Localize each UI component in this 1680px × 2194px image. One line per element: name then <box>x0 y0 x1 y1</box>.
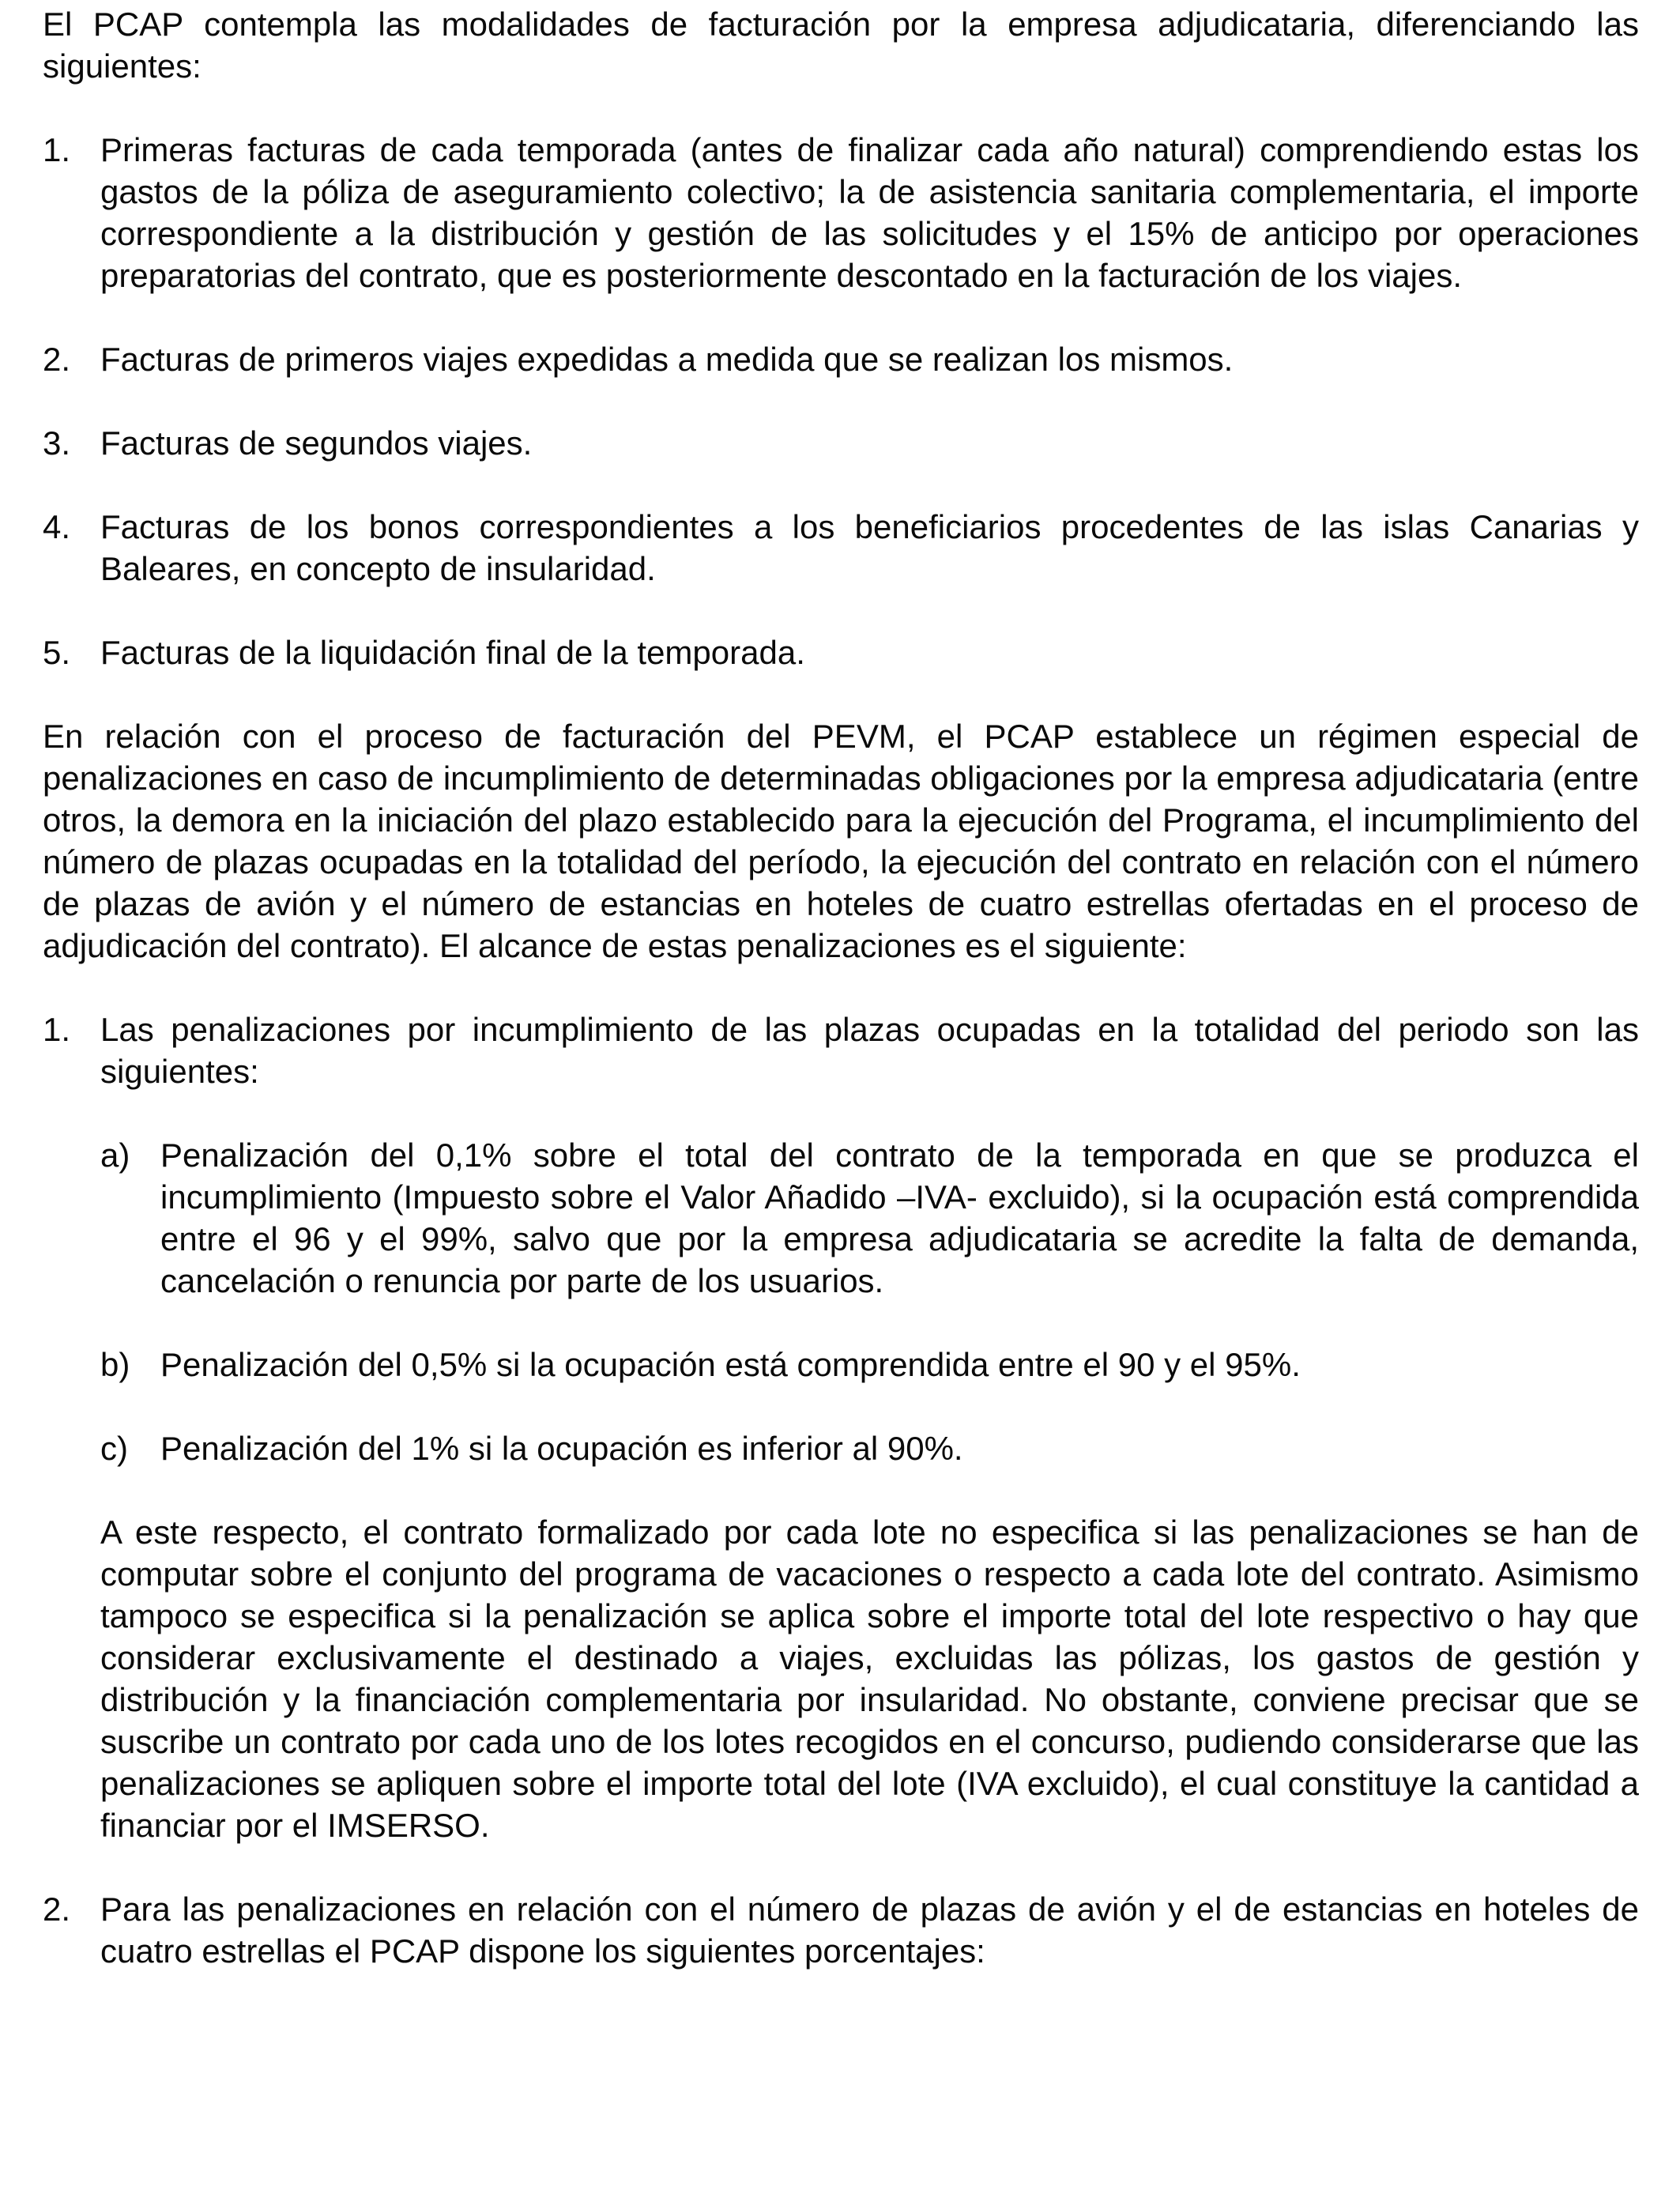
list-item-text: Primeras facturas de cada temporada (antes de finalizar cada año natural) comprendiendo estas los gastos de la póliza de aseguramiento colectivo; la de asistencia sanitaria complementaria, el importe correspondiente a la distribución y gestión de las solicitudes y el 15% de anticipo por operaciones preparatorias del contrato, que es posteriormente descontado en la facturación de los viajes. <box>100 131 1639 294</box>
list-item-text: Para las penalizaciones en relación con el número de plazas de avión y el de estancias en hoteles de cuatro estrellas el PCAP dispone los siguientes porcentajes: <box>100 1891 1639 1970</box>
penalties-list-item <box>43 1888 1639 1972</box>
sub-list-item <box>100 1344 1639 1385</box>
sub-list-text: Penalización del 0,1% sobre el total del contrato de la temporada en que se produzca el incumplimiento (Impuesto sobre el Valor Añadido –IVA- excluido), si la ocupación está comprendida entre el 96 y el 99%, salvo que por la empresa adjudicataria se acredite la falta de demanda, cancelación o renuncia por parte de los usuarios. <box>160 1137 1639 1299</box>
list-number: 2. <box>43 1891 71 1928</box>
sub-list-letter: a) <box>100 1137 130 1174</box>
list-item-text: Facturas de la liquidación final de la temporada. <box>100 634 805 671</box>
billing-list-item <box>43 338 1639 380</box>
sub-list-item <box>100 1427 1639 1469</box>
billing-list-item <box>43 129 1639 296</box>
list-item-text: Facturas de segundos viajes. <box>100 424 533 462</box>
billing-list-item <box>43 631 1639 673</box>
list-number: 2. <box>43 341 71 378</box>
list-number: 4. <box>43 508 71 545</box>
intro-paragraph: El PCAP contempla las modalidades de facturación por la empresa adjudicataria, diferenciando las siguientes: <box>43 6 1639 85</box>
penalty-item-content <box>100 1008 1639 1846</box>
list-number: 1. <box>43 131 71 168</box>
list-item-text: Las penalizaciones por incumplimiento de las plazas ocupadas en la totalidad del periodo son las siguientes: <box>100 1011 1639 1090</box>
document-page <box>43 3 1639 1972</box>
sub-list-text: Penalización del 1% si la ocupación es inferior al 90%. <box>160 1430 963 1467</box>
penalty-sub-list <box>100 1134 1639 1469</box>
penalties-intro-paragraph: En relación con el proceso de facturación del PEVM, el PCAP establece un régimen especial de penalizaciones en caso de incumplimiento de determinadas obligaciones por la empresa adjudicataria (entre otros, la demora en la iniciación del plazo establecido para la ejecución del Programa, el incumplimiento del número de plazas ocupadas en la totalidad del período, la ejecución del contrato en relación con el número de plazas de avión y el número de estancias en hoteles de cuatro estrellas ofertadas en el proceso de adjudicación del contrato). El alcance de estas penalizaciones es el siguiente: <box>43 718 1639 964</box>
sub-list-item <box>100 1134 1639 1302</box>
sub-list-letter: c) <box>100 1430 128 1467</box>
penalty-note-paragraph: A este respecto, el contrato formalizado por cada lote no especifica si las penalizaciones se han de computar sobre el conjunto del programa de vacaciones o respecto a cada lote del contrato. Asimismo tampoco se especifica si la penalización se aplica sobre el importe total del lote respectivo o hay que considerar exclusivamente el destinado a viajes, excluidas las pólizas, los gastos de gestión y distribución y la financiación complementaria por insularidad. No obstante, conviene precisar que se suscribe un contrato por cada uno de los lotes recogidos en el concurso, pudiendo considerarse que las penalizaciones se apliquen sobre el importe total del lote (IVA excluido), el cual constituye la cantidad a financiar por el IMSERSO. <box>100 1514 1639 1844</box>
list-item-text: Facturas de los bonos correspondientes a los beneficiarios procedentes de las islas Canarias y Baleares, en concepto de insularidad. <box>100 508 1639 587</box>
billing-list <box>43 129 1639 673</box>
penalties-list-item <box>43 1008 1639 1846</box>
billing-list-item <box>43 422 1639 464</box>
list-number: 3. <box>43 424 71 462</box>
sub-list-letter: b) <box>100 1346 130 1383</box>
billing-list-item <box>43 506 1639 590</box>
penalties-list <box>43 1008 1639 1972</box>
sub-list-text: Penalización del 0,5% si la ocupación está comprendida entre el 90 y el 95%. <box>160 1346 1301 1383</box>
list-item-text: Facturas de primeros viajes expedidas a medida que se realizan los mismos. <box>100 341 1234 378</box>
list-number: 5. <box>43 634 71 671</box>
list-number: 1. <box>43 1011 71 1048</box>
